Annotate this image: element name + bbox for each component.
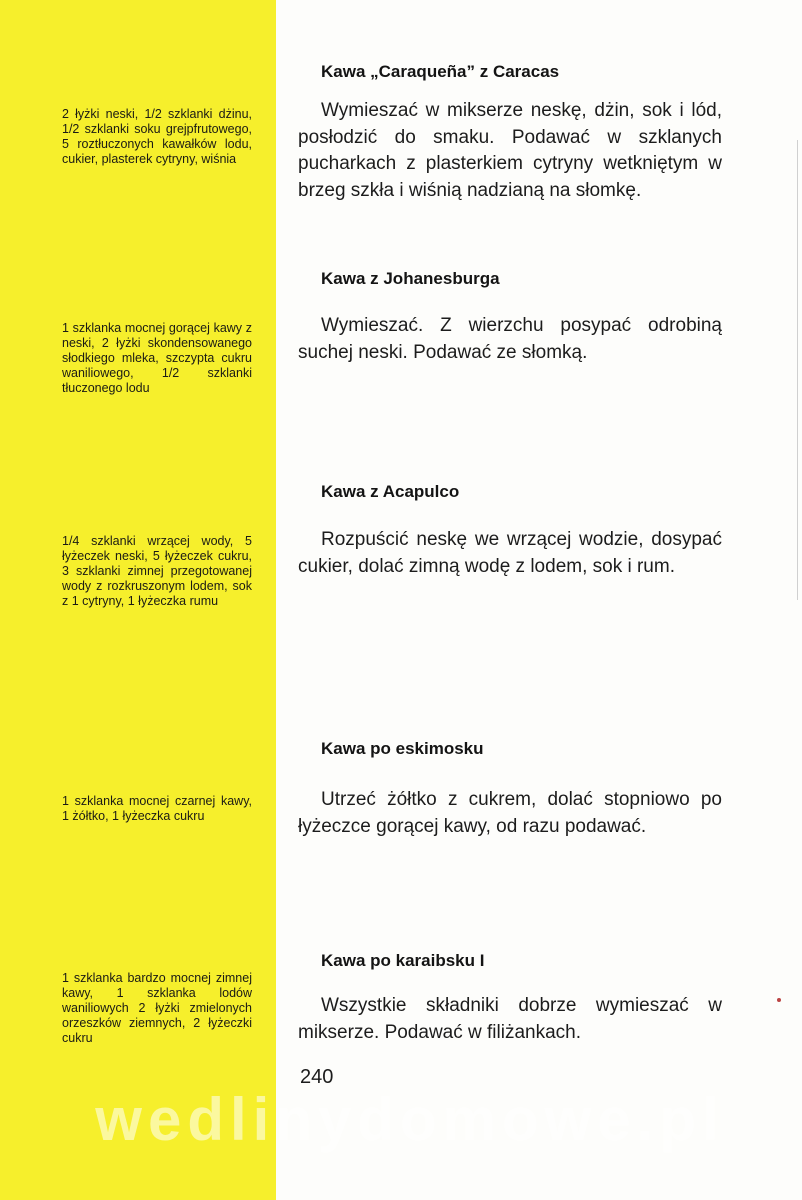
- recipe-2-ingredients: 1 szklanka mocnej gorącej kawy z neski, 2 łyżki skondensowanego słodkiego mleka, szczypta cukru waniliowego, 1/2 szklanki tłuczonego lodu: [62, 321, 252, 395]
- recipe-3-title: Kawa z Acapulco: [321, 482, 460, 501]
- recipe-3-ingredients: 1/4 szklanki wrzącej wody, 5 łyżeczek neski, 5 łyżeczek cukru, 3 szklanki zimnej przegotowanej wody z rozkruszonym lodem, sok z 1 cytryny, 1 łyżeczka rumu: [62, 534, 252, 608]
- print-speck: [777, 998, 781, 1002]
- recipe-5-title: Kawa po karaibsku I: [321, 951, 485, 970]
- page-edge-line: [797, 140, 798, 600]
- recipe-5-ingredients: 1 szklanka bardzo mocnej zimnej kawy, 1 szklanka lodów waniliowych 2 łyżki zmielonych orzeszków ziemnych, 2 łyżeczki cukru: [62, 971, 252, 1045]
- recipe-1-ingredients: 2 łyżki neski, 1/2 szklanki dżinu, 1/2 szklanki soku grejpfrutowego, 5 roztłuczonych kawałków lodu, cukier, plasterek cytryny, wiśnia: [62, 107, 252, 166]
- recipe-4-text: Utrzeć żółtko z cukrem, dolać stopniowo po łyżeczce gorącej kawy, od razu podawać.: [298, 789, 722, 837]
- page-number: 240: [300, 1066, 334, 1088]
- recipe-3-text: Rozpuścić neskę we wrzącej wodzie, dosypać cukier, dolać zimną wodę z lodem, sok i rum.: [298, 529, 722, 577]
- recipe-2-title: Kawa z Johanesburga: [321, 269, 500, 288]
- recipe-1-text: Wymieszać w mikserze neskę, dżin, sok i lód, posłodzić do smaku. Podawać w szklanych pucharkach z plasterkiem cytryny wetkniętym w brzeg szkła i wiśnią nadzianą na słomkę.: [298, 100, 722, 201]
- watermark: wedlinydomowe.pl: [95, 1086, 725, 1153]
- recipe-2-text: Wymieszać. Z wierzchu posypać odrobiną suchej neski. Podawać ze słomką.: [298, 315, 722, 363]
- recipe-1-title: Kawa „Caraqueña” z Caracas: [321, 62, 560, 81]
- recipe-5-text: Wszystkie składniki dobrze wymieszać w mikserze. Podawać w filiżankach.: [298, 995, 722, 1043]
- recipe-4-title: Kawa po eskimosku: [321, 739, 484, 758]
- recipe-4-ingredients: 1 szklanka mocnej czarnej kawy, 1 żółtko, 1 łyżeczka cukru: [62, 794, 252, 823]
